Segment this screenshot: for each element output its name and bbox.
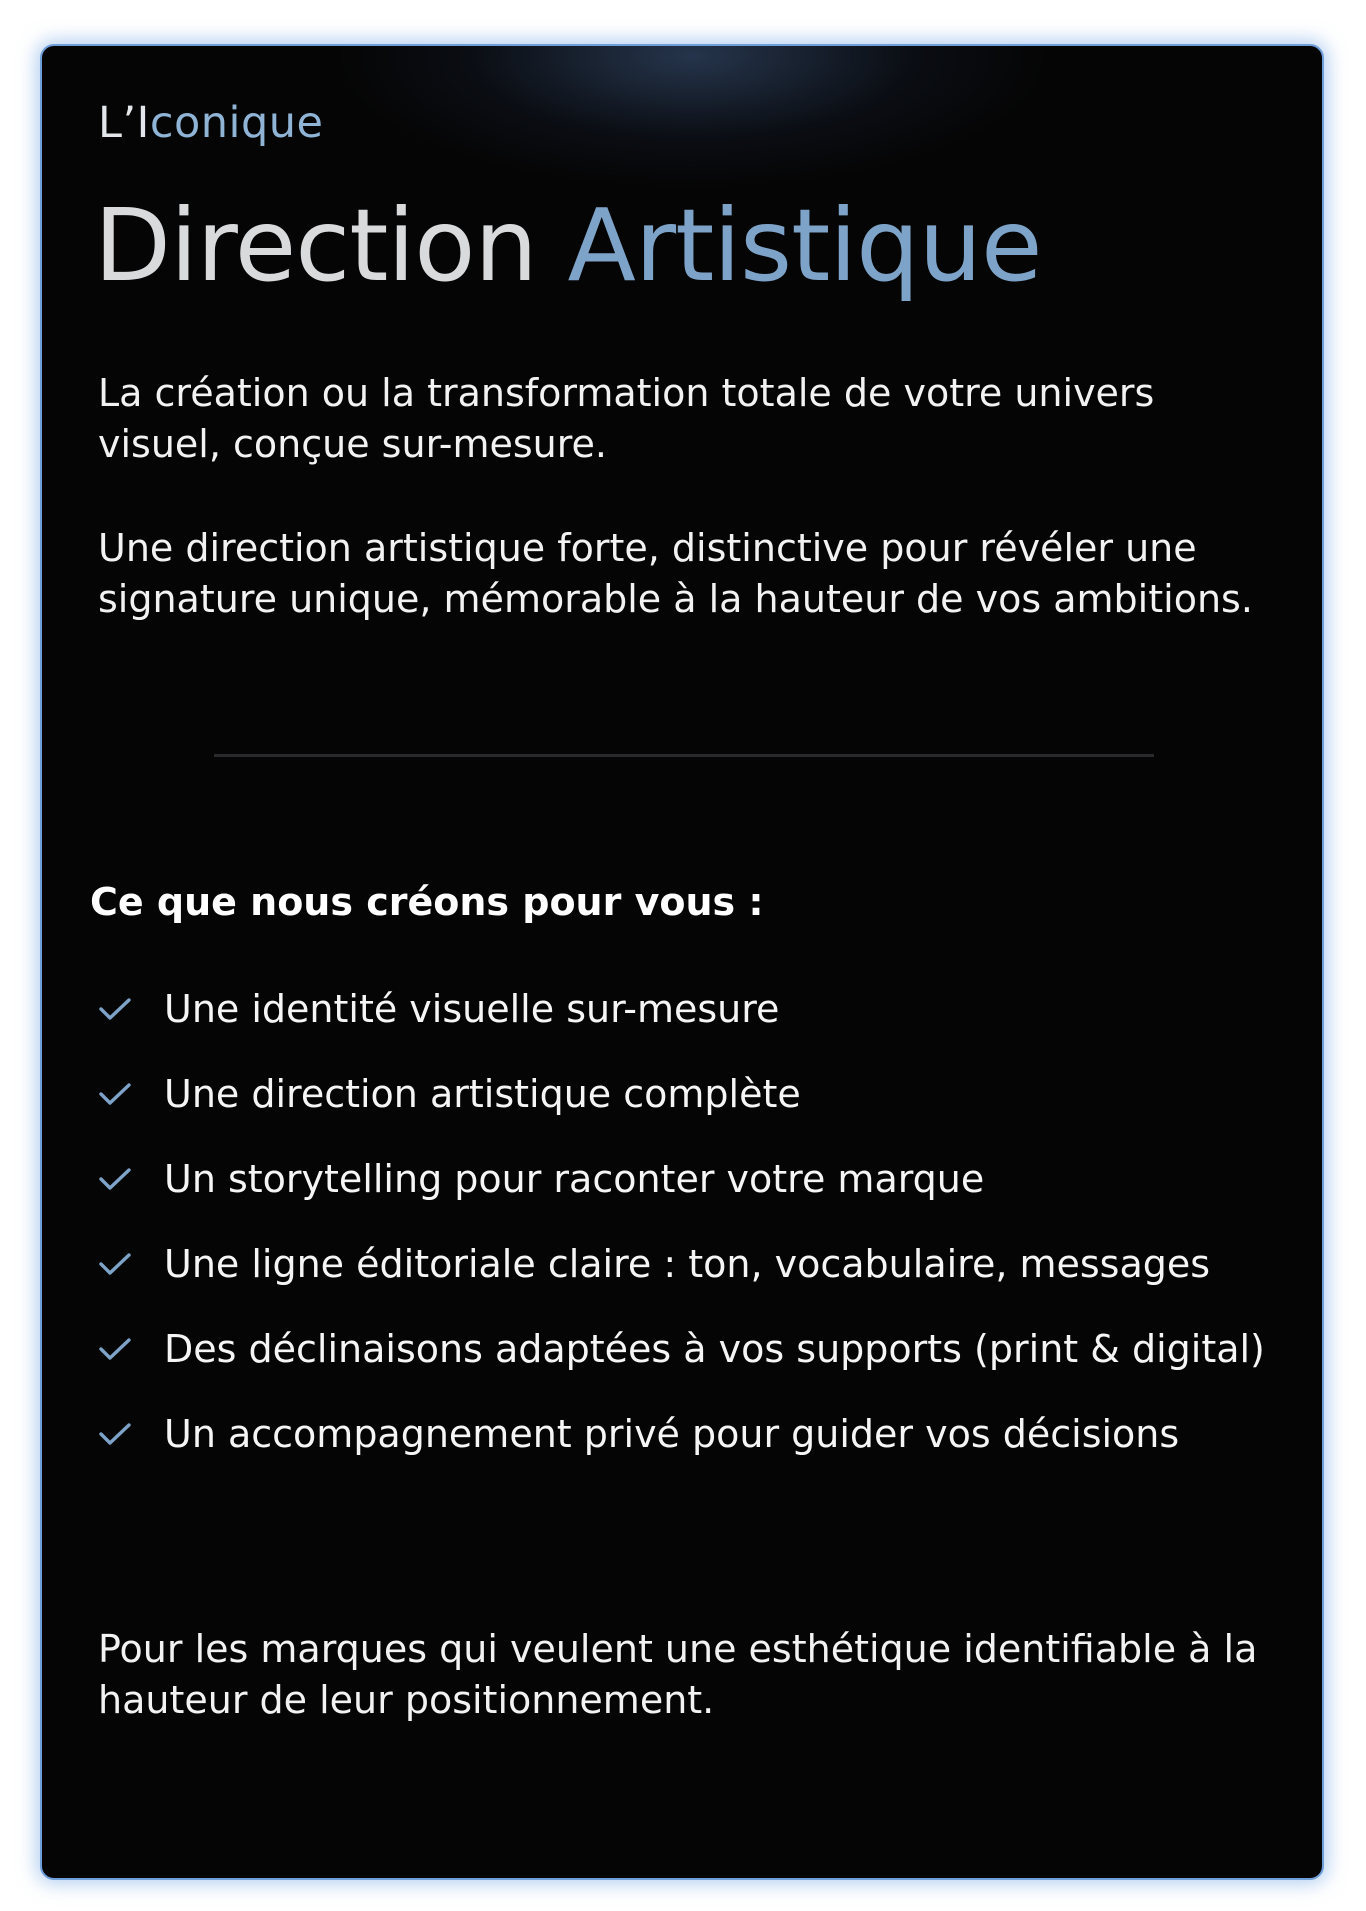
- check-icon: [98, 1326, 134, 1372]
- feature-item: [98, 1326, 1324, 1411]
- feature-label: Un accompagnement privé pour guider vos décisions: [164, 1412, 1180, 1456]
- feature-label: Un storytelling pour raconter votre marque: [164, 1157, 985, 1201]
- card-top-glow: [342, 44, 1042, 186]
- title-main: Direction: [94, 187, 568, 304]
- card-eyebrow: [98, 98, 323, 148]
- feature-item: [98, 986, 1324, 1071]
- check-icon: [98, 1241, 134, 1287]
- feature-item: [98, 1411, 1324, 1496]
- card-title: [94, 186, 1042, 306]
- section-heading: Ce que nous créons pour vous :: [90, 880, 764, 924]
- section-divider: [214, 754, 1154, 757]
- feature-item: [98, 1156, 1324, 1241]
- feature-label: Une identité visuelle sur-mesure: [164, 987, 780, 1031]
- title-accent: Artistique: [567, 187, 1042, 304]
- feature-list: [98, 986, 1324, 1496]
- feature-label: Une direction artistique complète: [164, 1072, 801, 1116]
- closing-paragraph: Pour les marques qui veulent une esthétique identifiable à la hauteur de leur positionnement.: [98, 1627, 1258, 1722]
- feature-item: [98, 1071, 1324, 1156]
- check-icon: [98, 1156, 134, 1202]
- feature-label: Une ligne éditoriale claire : ton, vocabulaire, messages: [164, 1242, 1211, 1286]
- check-icon: [98, 1071, 134, 1117]
- feature-item: [98, 1241, 1324, 1326]
- feature-label: Des déclinaisons adaptées à vos supports (print & digital): [164, 1327, 1265, 1371]
- second-paragraph: Une direction artistique forte, distinctive pour révéler une signature unique, mémorable à la hauteur de vos ambitions.: [98, 526, 1253, 621]
- service-card: [40, 44, 1324, 1880]
- intro-paragraph: La création ou la transformation totale de votre univers visuel, conçue sur-mesure.: [98, 371, 1155, 466]
- eyebrow-prefix: L’I: [98, 98, 150, 148]
- eyebrow-accent: conique: [149, 98, 324, 148]
- check-icon: [98, 986, 134, 1032]
- check-icon: [98, 1411, 134, 1457]
